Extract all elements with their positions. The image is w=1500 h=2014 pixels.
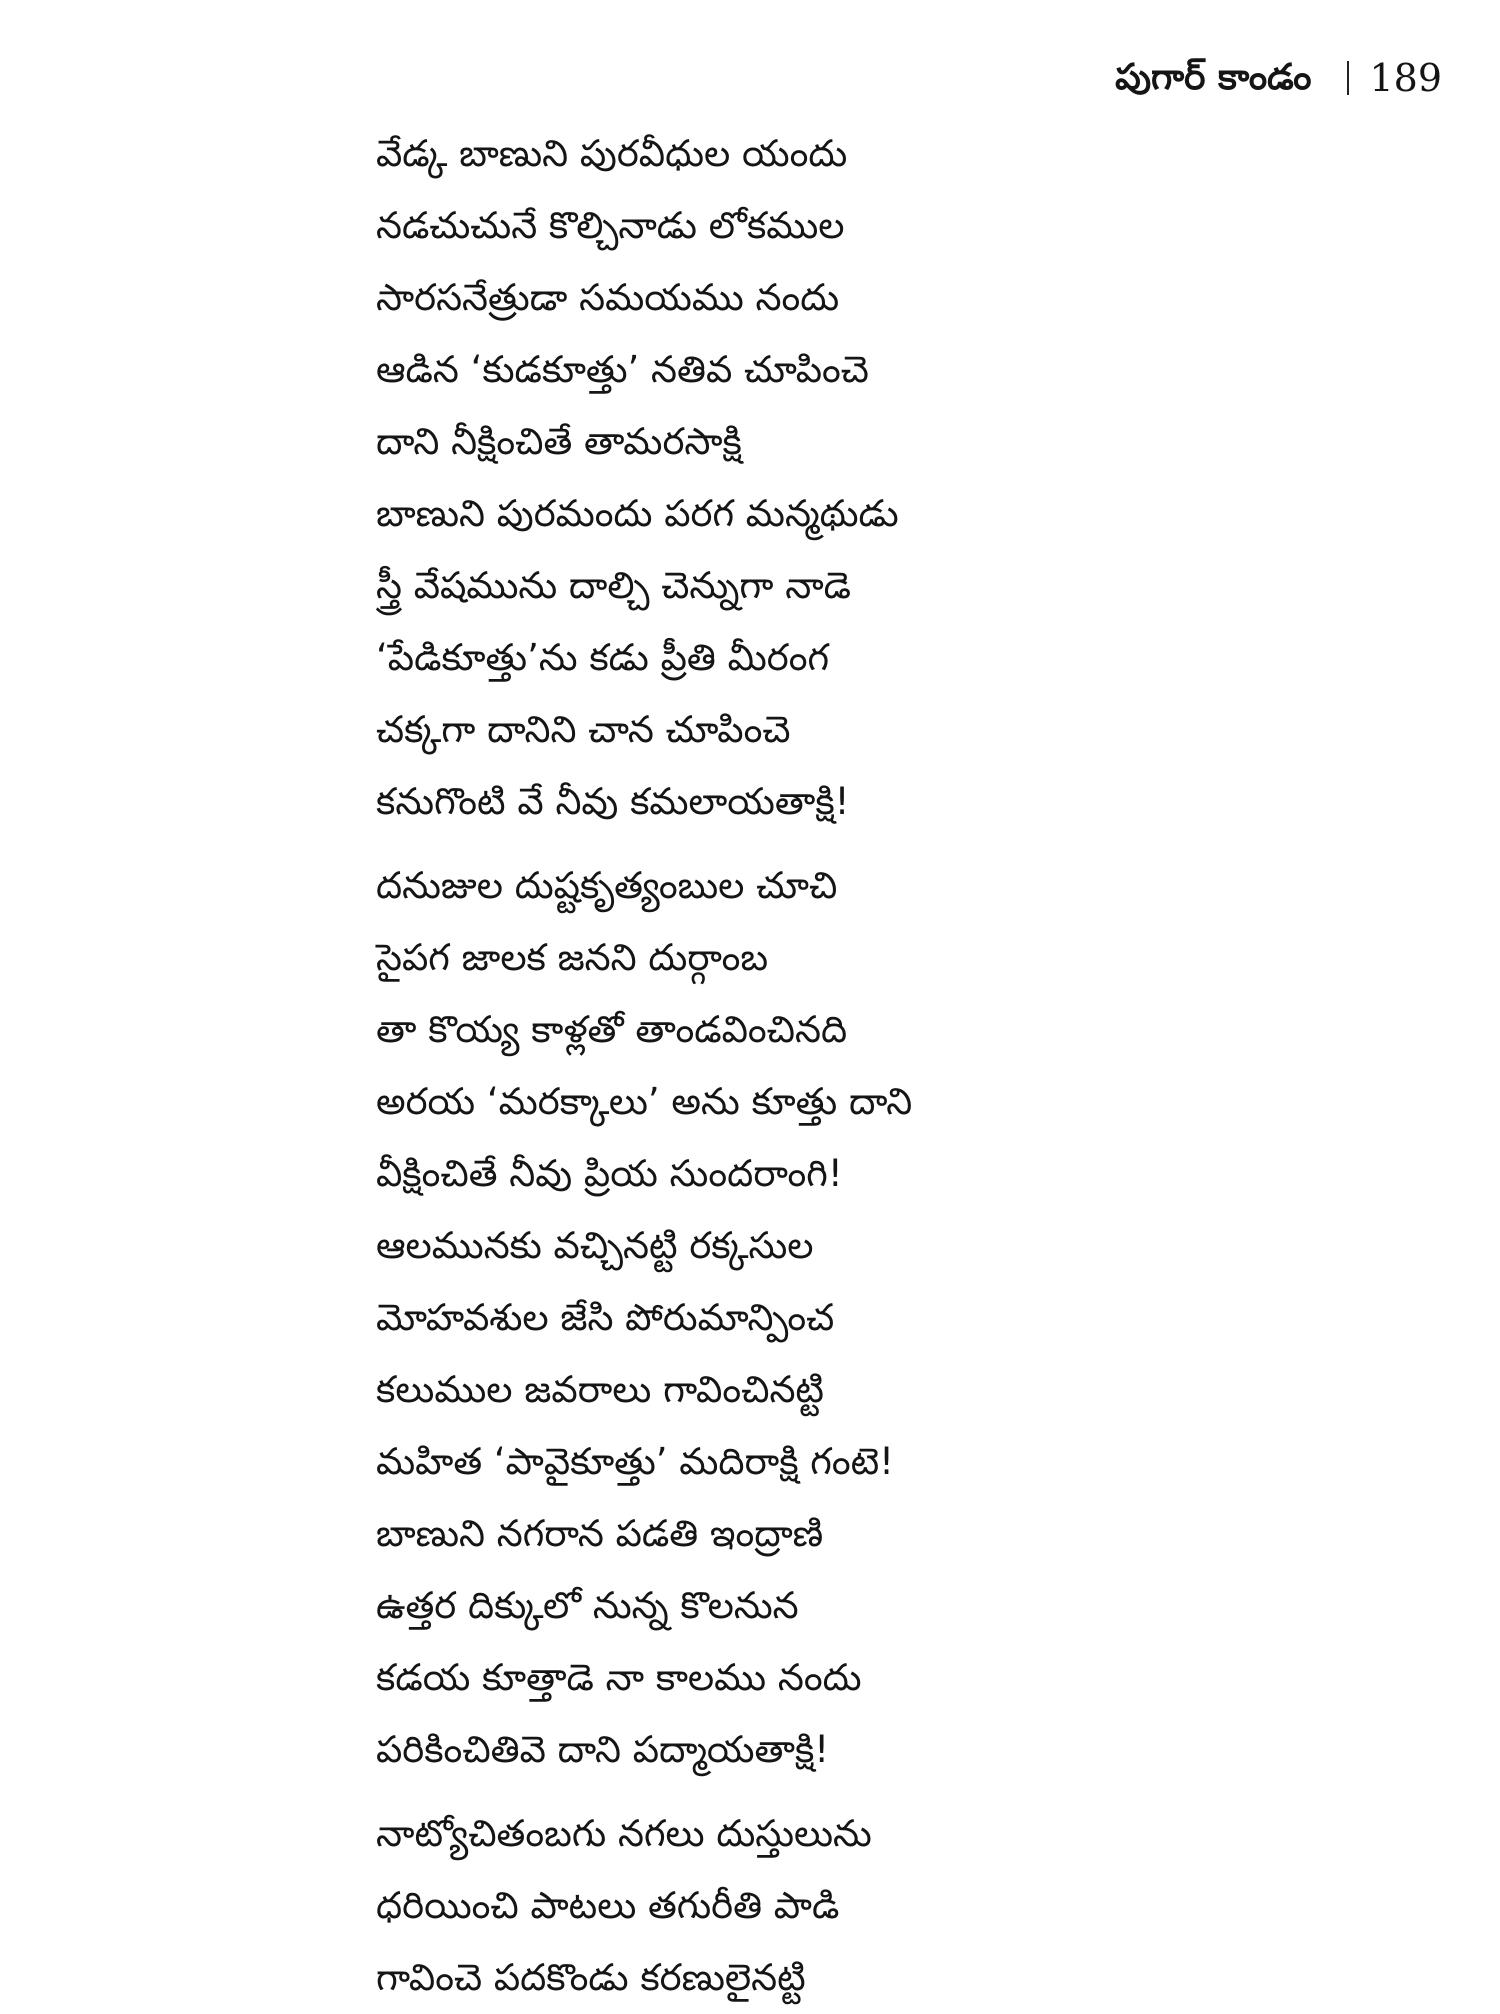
verse-line: బాణుని పురమందు పరగ మన్మథుడు bbox=[376, 492, 899, 535]
verse-line: పరికించితివె దాని పద్మాయతాక్షి! bbox=[376, 1728, 830, 1771]
verse-line: ‘పేడికూత్తు’ను కడు ప్రీతి మీరంగ bbox=[376, 636, 830, 679]
verse-line: ధరియించి పాటలు తగురీతి పాడి bbox=[376, 1884, 840, 1927]
page-header bbox=[1115, 48, 1442, 108]
verse-line: కడయ కూత్తాడె నా కాలము నందు bbox=[376, 1656, 862, 1699]
page-number: 189 bbox=[1369, 56, 1442, 100]
verse-line: దాని నీక్షించితే తామరసాక్షి bbox=[376, 420, 742, 463]
verse-line: స్త్రీ వేషమును దాల్చి చెన్నుగా నాడె bbox=[376, 564, 852, 607]
verse-line: ఆడిన ‘కుడకూత్తు’ నతివ చూపించె bbox=[376, 348, 869, 391]
verse-line: బాణుని నగరాన పడతి ఇంద్రాణి bbox=[376, 1512, 824, 1555]
verse-line: దనుజుల దుష్టకృత్యంబుల చూచి bbox=[376, 864, 838, 907]
verse-line: కనుగొంటి వే నీవు కమలాయతాక్షి! bbox=[376, 780, 850, 823]
verse-line: వేడ్క బాణుని పురవీధుల యందు bbox=[376, 132, 848, 175]
header-divider bbox=[1347, 61, 1349, 95]
poem-body bbox=[376, 118, 1436, 2014]
verse-line: మోహవశుల జేసి పోరుమాన్పించ bbox=[376, 1296, 835, 1339]
verse-line: సైపగ జాలక జనని దుర్గాంబ bbox=[376, 936, 769, 979]
verse-line: మహిత ‘పావైకూత్తు’ మదిరాక్షి గంటె! bbox=[376, 1440, 895, 1483]
running-title: పుగార్ కాండం bbox=[1115, 57, 1312, 98]
verse-line: అరయ ‘మరక్కాలు’ అను కూత్తు దాని bbox=[376, 1080, 913, 1123]
stanza bbox=[376, 118, 1436, 838]
verse-line: ఉత్తర దిక్కులో నున్న కొలనున bbox=[376, 1584, 799, 1627]
verse-line: నాట్యోచితంబగు నగలు దుస్తులును bbox=[376, 1812, 872, 1855]
verse-line: కలుముల జవరాలు గావించినట్టి bbox=[376, 1368, 824, 1411]
verse-line: తా కొయ్య కాళ్లతో తాండవించినది bbox=[376, 1008, 848, 1051]
verse-line: వీక్షించితే నీవు ప్రియ సుందరాంగి! bbox=[376, 1152, 843, 1195]
stanza bbox=[376, 1798, 1436, 2014]
verse-line: నడచుచునే కొల్చినాడు లోకముల bbox=[376, 204, 845, 247]
verse-line: గావించె పదకొండు కరణులైనట్టి bbox=[376, 1956, 806, 1999]
verse-line: ఆలమునకు వచ్చినట్టి రక్కసుల bbox=[376, 1224, 814, 1267]
verse-line: చక్కగా దానిని చాన చూపించె bbox=[376, 708, 791, 751]
stanza bbox=[376, 850, 1436, 1786]
verse-line: సారసనేత్రుడా సమయము నందు bbox=[376, 276, 840, 319]
